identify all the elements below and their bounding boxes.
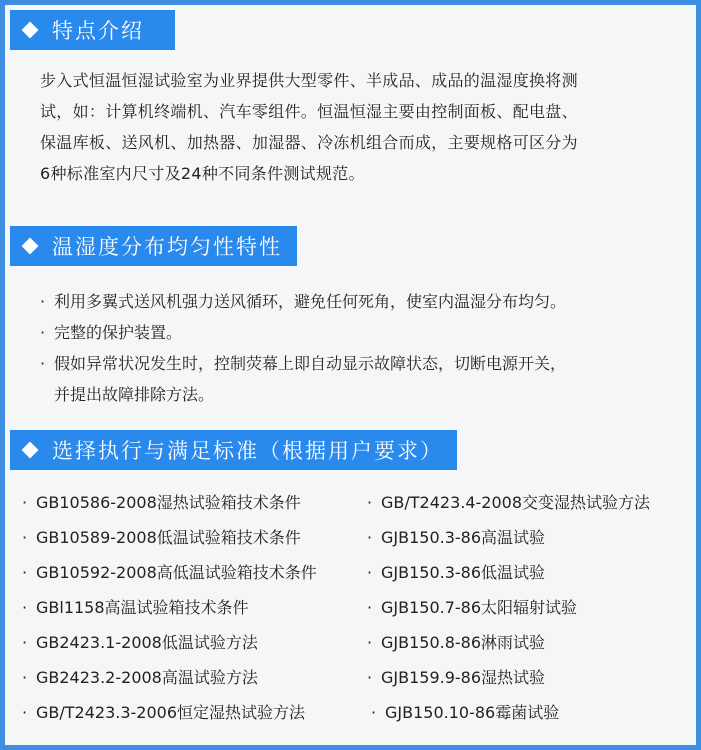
features-paragraph: [40, 65, 680, 189]
list-item: [40, 286, 680, 317]
bullet-icon: ·: [40, 354, 46, 373]
section-title: 选择执行与满足标准（根据用户要求）: [52, 439, 443, 463]
bullet-icon: ·: [367, 668, 373, 687]
paragraph-line: 步入式恒温恒湿试验室为业界提供大型零件、半成品、成品的温湿度换将测: [40, 71, 578, 90]
bullet-icon: ·: [367, 633, 373, 652]
list-item-text: 并提出故障排除方法。: [54, 385, 215, 404]
standard-item: [22, 596, 249, 620]
standard-text: GB2423.2-2008高温试验方法: [36, 668, 258, 687]
list-item-continuation: [40, 379, 680, 410]
bullet-icon: ·: [22, 598, 28, 617]
list-item: [40, 348, 680, 379]
standard-item: [367, 526, 545, 550]
standard-text: GB/T2423.3-2006恒定湿热试验方法: [36, 703, 306, 722]
standard-item: [22, 666, 258, 690]
standard-text: GJB150.7-86太阳辐射试验: [381, 598, 578, 617]
bullet-icon: ·: [22, 563, 28, 582]
bullet-icon: ·: [22, 633, 28, 652]
standard-text: GB10592-2008高低温试验箱技术条件: [36, 563, 317, 582]
standard-item: [367, 631, 545, 655]
paragraph-line: 试，如：计算机终端机、汽车零组件。恒温恒湿主要由控制面板、配电盘、: [40, 102, 578, 121]
paragraph-line: 保温库板、送风机、加热器、加湿器、冷冻机组合而成，主要规格可区分为: [40, 133, 578, 152]
standard-text: GJB150.10-86霉菌试验: [385, 703, 560, 722]
bullet-icon: ·: [40, 323, 46, 342]
standard-item: [367, 596, 577, 620]
standard-text: GB10586-2008湿热试验箱技术条件: [36, 493, 301, 512]
diamond-icon: [22, 238, 39, 255]
standard-item: [367, 491, 650, 515]
section-title: 温湿度分布均匀性特性: [52, 235, 282, 259]
section-header-standards: [10, 430, 457, 470]
standard-item: [22, 701, 305, 725]
standard-text: GB2423.1-2008低温试验方法: [36, 633, 258, 652]
bullet-icon: ·: [22, 493, 28, 512]
bullet-icon: ·: [371, 703, 377, 722]
list-item: [40, 317, 680, 348]
standard-text: GJB150.8-86淋雨试验: [381, 633, 546, 652]
bullet-icon: ·: [367, 563, 373, 582]
bullet-icon: ·: [22, 668, 28, 687]
bullet-icon: ·: [367, 528, 373, 547]
bullet-icon: ·: [22, 528, 28, 547]
list-item-text: 假如异常状况发生时，控制荧幕上即自动显示故障状态，切断电源开关，: [54, 354, 567, 373]
standard-text: GJB150.3-86高温试验: [381, 528, 546, 547]
standard-item: [367, 561, 545, 585]
standard-item: [22, 561, 317, 585]
standard-text: GJB159.9-86湿热试验: [381, 668, 546, 687]
standard-text: GBl1158高温试验箱技术条件: [36, 598, 249, 617]
standard-item: [22, 491, 301, 515]
bullet-icon: ·: [40, 292, 46, 311]
bullet-icon: ·: [367, 598, 373, 617]
diamond-icon: [22, 442, 39, 459]
standard-item: [367, 666, 545, 690]
standard-text: GJB150.3-86低温试验: [381, 563, 546, 582]
list-item-text: 完整的保护装置。: [54, 323, 183, 342]
standard-item: [371, 701, 559, 725]
section-title: 特点介绍: [52, 19, 144, 43]
section-header-features: [10, 10, 175, 50]
bullet-icon: ·: [367, 493, 373, 512]
standard-text: GB10589-2008低温试验箱技术条件: [36, 528, 301, 547]
bullet-icon: ·: [22, 703, 28, 722]
diamond-icon: [22, 22, 39, 39]
uniformity-list: [40, 286, 680, 410]
standard-item: [22, 526, 301, 550]
paragraph-line: 6种标准室内尺寸及24种不同条件测试规范。: [40, 164, 365, 183]
standard-text: GB/T2423.4-2008交变湿热试验方法: [381, 493, 651, 512]
list-item-text: 利用多翼式送风机强力送风循环，避免任何死角，使室内温湿分布均匀。: [54, 292, 567, 311]
standard-item: [22, 631, 258, 655]
section-header-uniformity: [10, 226, 297, 266]
